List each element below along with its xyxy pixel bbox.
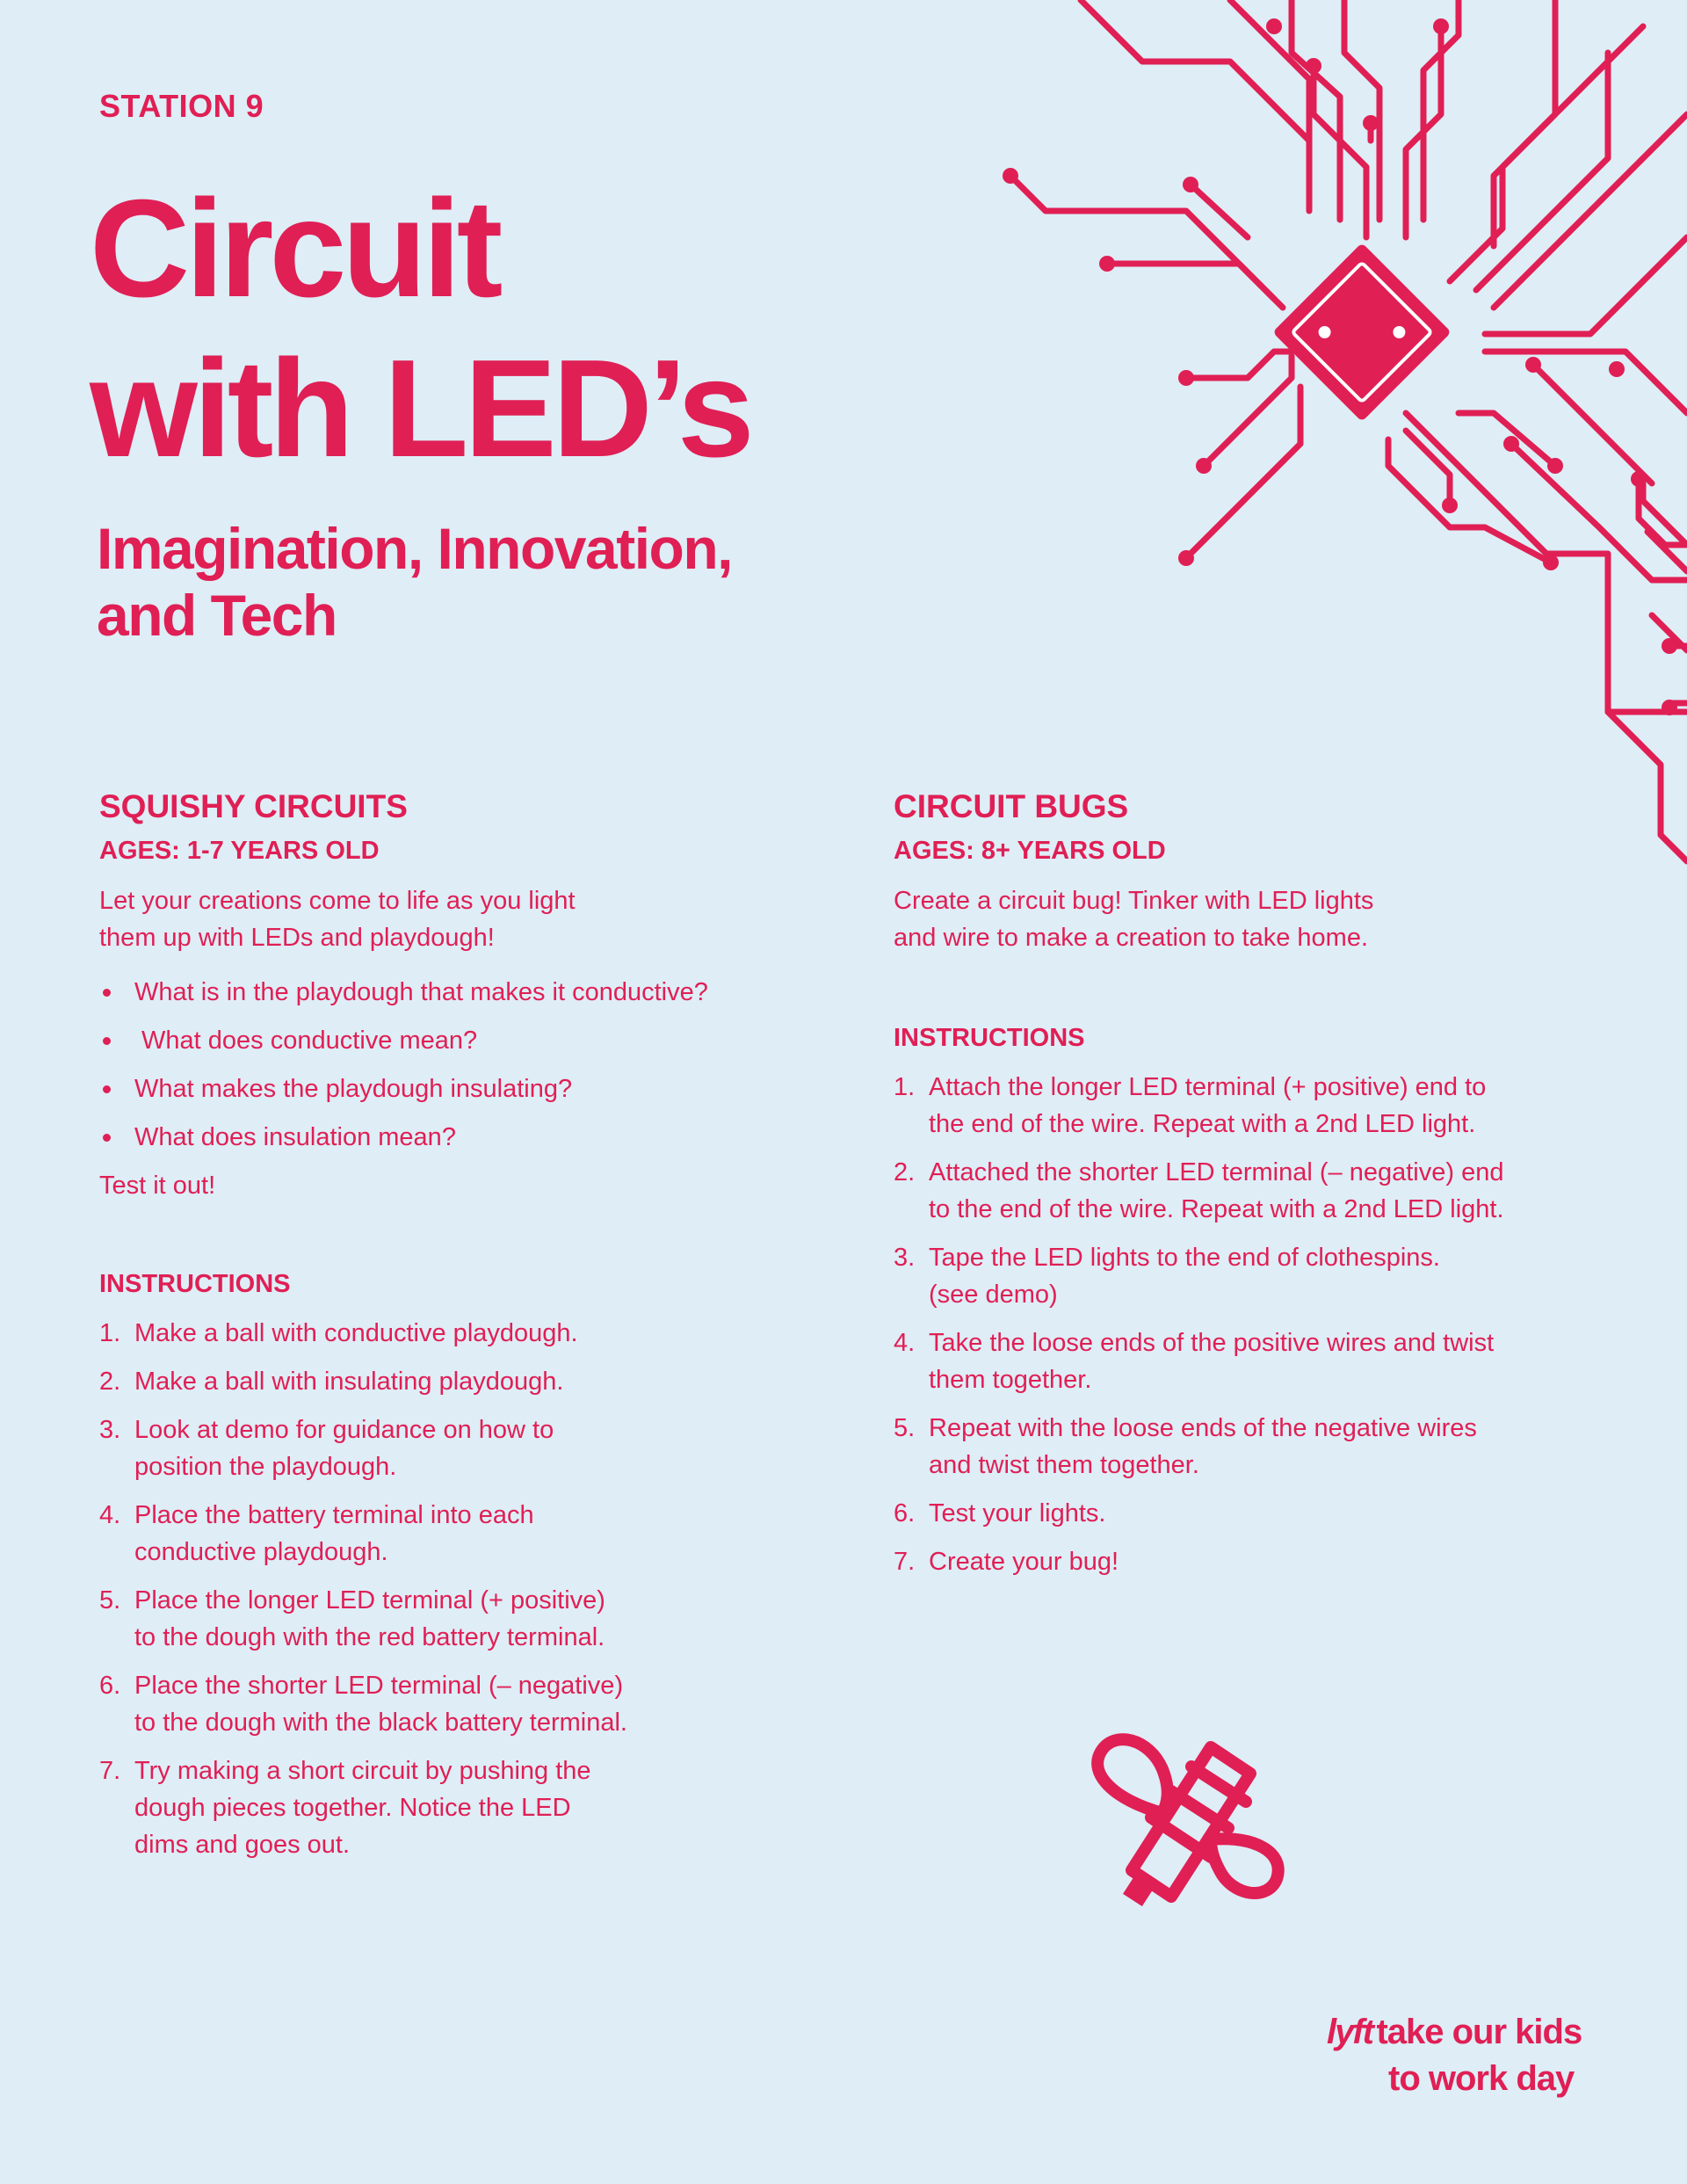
ages-label: AGES: 1-7 YEARS OLD bbox=[99, 837, 380, 865]
page-subtitle-line2: and Tech bbox=[97, 583, 337, 648]
section-intro: Create a circuit bug! Tinker with LED lights and wire to make a creation to take home. bbox=[894, 887, 1374, 952]
instructions-heading: INSTRUCTIONS bbox=[894, 1024, 1085, 1052]
list-item: 3. Look at demo for guidance on how to position the playdough. bbox=[99, 1416, 554, 1481]
section-intro: Let your creations come to life as you light them up with LEDs and playdough! bbox=[99, 887, 576, 952]
page-title-line1: Circuit bbox=[90, 171, 499, 326]
instruction-steps bbox=[99, 1315, 846, 1863]
page-title-line2: with LED’s bbox=[90, 331, 750, 486]
test-it-out-text: Test it out! bbox=[99, 1172, 216, 1200]
lyft-logo bbox=[1327, 2013, 1608, 2098]
lyft-logo-icon: lyft bbox=[1327, 2013, 1372, 2051]
question-list bbox=[99, 974, 846, 1156]
list-item: 5. Place the longer LED terminal (+ positive) to the dough with the red battery terminal. bbox=[99, 1586, 605, 1651]
list-item: 4. Take the loose ends of the positive wires and twist them together. bbox=[894, 1329, 1495, 1394]
circuit-chip-icon bbox=[984, 0, 1687, 892]
list-item: What does insulation mean? bbox=[99, 1119, 846, 1156]
squishy-circuits-section bbox=[99, 782, 846, 1875]
list-item: 2. Attached the shorter LED terminal (– negative) end to the end of the wire. Repeat with a 2nd LED light. bbox=[894, 1158, 1504, 1223]
section-title: SQUISHY CIRCUITS bbox=[99, 788, 408, 824]
circuit-bug-icon bbox=[1079, 1730, 1294, 1914]
page-subtitle-line1: Imagination, Innovation, bbox=[97, 516, 732, 581]
section-title: CIRCUIT BUGS bbox=[894, 788, 1129, 824]
list-item: What is in the playdough that makes it conductive? bbox=[99, 974, 846, 1011]
circuit-bugs-section bbox=[894, 782, 1640, 1592]
station-label: STATION 9 bbox=[99, 88, 264, 124]
list-item: What makes the playdough insulating? bbox=[99, 1070, 846, 1107]
list-item: 6. Place the shorter LED terminal (– negative) to the dough with the black battery terminal. bbox=[99, 1672, 627, 1737]
logo-line1: take our kids bbox=[1376, 2013, 1582, 2051]
instructions-heading: INSTRUCTIONS bbox=[99, 1270, 291, 1298]
list-item: What does conductive mean? bbox=[99, 1022, 846, 1059]
list-item: 1. Attach the longer LED terminal (+ positive) end to the end of the wire. Repeat with a 2nd LED light. bbox=[894, 1073, 1487, 1138]
ages-label: AGES: 8+ YEARS OLD bbox=[894, 837, 1166, 865]
list-item: 2. Make a ball with insulating playdough. bbox=[99, 1368, 564, 1396]
logo-line2: to work day bbox=[1388, 2059, 1575, 2098]
bullet-icon bbox=[103, 1134, 111, 1142]
list-item: 6. Test your lights. bbox=[894, 1499, 1106, 1527]
bullet-icon bbox=[103, 1085, 111, 1093]
list-item: 4. Place the battery terminal into each conductive playdough. bbox=[99, 1501, 534, 1566]
list-item: 3. Tape the LED lights to the end of clothespins. (see demo) bbox=[894, 1244, 1440, 1309]
instruction-steps bbox=[894, 1069, 1640, 1580]
bullet-icon bbox=[103, 1037, 111, 1045]
page-title bbox=[90, 169, 750, 489]
list-item: 7. Create your bug! bbox=[894, 1548, 1119, 1576]
bullet-icon bbox=[103, 989, 111, 997]
list-item: 1. Make a ball with conductive playdough. bbox=[99, 1319, 578, 1347]
list-item: 5. Repeat with the loose ends of the negative wires and twist them together. bbox=[894, 1414, 1477, 1479]
page-subtitle bbox=[97, 515, 732, 649]
list-item: 7. Try making a short circuit by pushing the dough pieces together. Notice the LED dims and goes out. bbox=[99, 1757, 591, 1859]
